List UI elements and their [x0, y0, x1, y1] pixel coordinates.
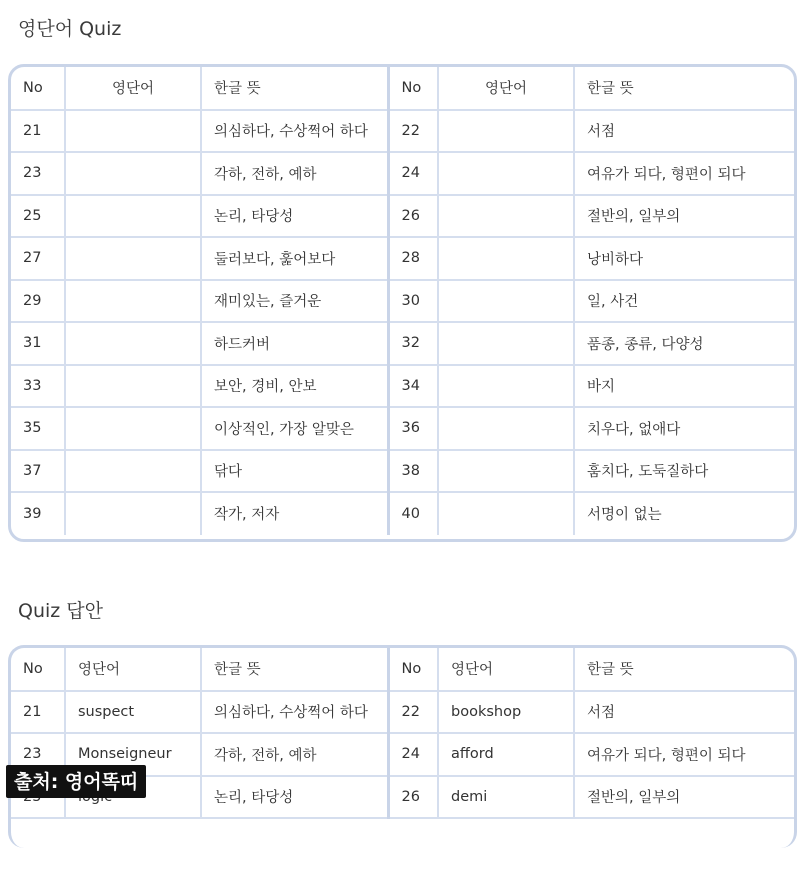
table-row	[11, 237, 794, 280]
row-meaning: 논리, 타당성	[201, 776, 388, 819]
row-word	[438, 237, 574, 280]
row-number: 38	[388, 450, 438, 493]
row-meaning: 재미있는, 즐거운	[201, 280, 388, 323]
row-number: 22	[388, 110, 438, 153]
row-number: 25	[11, 195, 65, 238]
row-word	[438, 492, 574, 535]
row-word	[438, 280, 574, 323]
row-meaning: 서점	[574, 691, 794, 734]
header-no: No	[388, 67, 438, 110]
row-meaning: 각하, 전하, 예하	[201, 733, 388, 776]
row-meaning: 둘러보다, 훑어보다	[201, 237, 388, 280]
row-number: 39	[11, 492, 65, 535]
row-word	[65, 492, 201, 535]
row-word	[65, 152, 201, 195]
row-meaning: 여유가 되다, 형편이 되다	[574, 733, 794, 776]
row-number: 37	[11, 450, 65, 493]
row-word	[65, 280, 201, 323]
row-number: 21	[11, 691, 65, 734]
header-meaning: 한글 뜻	[201, 67, 388, 110]
answer-heading: Quiz 답안	[18, 600, 103, 622]
table-row	[11, 407, 794, 450]
row-number: 24	[388, 152, 438, 195]
row-number: 36	[388, 407, 438, 450]
row-meaning: 의심하다, 수상쩍어 하다	[201, 110, 388, 153]
quiz-header-row	[11, 67, 794, 110]
row-meaning: 작가, 저자	[201, 492, 388, 535]
header-word: 영단어	[65, 67, 201, 110]
header-no: No	[388, 648, 438, 691]
quiz-table	[11, 67, 794, 535]
row-word	[438, 407, 574, 450]
header-meaning: 한글 뜻	[574, 648, 794, 691]
row-word	[65, 322, 201, 365]
row-meaning: 의심하다, 수상쩍어 하다	[201, 691, 388, 734]
row-number: 33	[11, 365, 65, 408]
row-number: 23	[11, 152, 65, 195]
row-word: demi	[438, 776, 574, 819]
row-meaning: 여유가 되다, 형편이 되다	[574, 152, 794, 195]
row-word	[438, 195, 574, 238]
row-word	[65, 407, 201, 450]
answer-header-row	[11, 648, 794, 691]
row-number: 34	[388, 365, 438, 408]
header-no: No	[11, 67, 65, 110]
row-number: 30	[388, 280, 438, 323]
row-word	[438, 450, 574, 493]
row-number: 31	[11, 322, 65, 365]
source-badge: 출처: 영어똑띠	[6, 765, 146, 798]
table-row	[11, 450, 794, 493]
row-meaning: 낭비하다	[574, 237, 794, 280]
header-meaning: 한글 뜻	[201, 648, 388, 691]
header-word: 영단어	[65, 648, 201, 691]
table-row	[11, 492, 794, 535]
row-meaning: 하드커버	[201, 322, 388, 365]
row-word	[438, 322, 574, 365]
table-row	[11, 365, 794, 408]
table-row	[11, 152, 794, 195]
row-word	[438, 365, 574, 408]
header-no: No	[11, 648, 65, 691]
row-number: 21	[11, 110, 65, 153]
row-word: suspect	[65, 691, 201, 734]
header-word: 영단어	[438, 648, 574, 691]
row-meaning: 닦다	[201, 450, 388, 493]
row-meaning: 각하, 전하, 예하	[201, 152, 388, 195]
row-number: 26	[388, 776, 438, 819]
row-number: 23	[11, 733, 65, 776]
quiz-heading: 영단어 Quiz	[18, 18, 122, 40]
row-meaning: 바지	[574, 365, 794, 408]
row-meaning: 서명이 없는	[587, 507, 662, 524]
row-meaning: 서점	[574, 110, 794, 153]
row-word: bookshop	[438, 691, 574, 734]
row-word	[438, 110, 574, 153]
row-number: 27	[11, 237, 65, 280]
row-word	[438, 152, 574, 195]
row-word	[65, 450, 201, 493]
table-row	[11, 195, 794, 238]
table-row	[11, 280, 794, 323]
row-number: 26	[388, 195, 438, 238]
row-meaning: 절반의, 일부의	[574, 776, 794, 819]
row-meaning: 이상적인, 가장 알맞은	[201, 407, 388, 450]
row-word: afford	[438, 733, 574, 776]
header-word: 영단어	[438, 67, 574, 110]
row-word: Monseigneur	[65, 733, 201, 776]
row-meaning: 훔치다, 도둑질하다	[574, 450, 794, 493]
row-word	[65, 110, 201, 153]
header-meaning: 한글 뜻	[574, 67, 794, 110]
row-meaning: 보안, 경비, 안보	[201, 365, 388, 408]
row-word	[65, 195, 201, 238]
table-row	[11, 691, 794, 734]
row-meaning: 논리, 타당성	[201, 195, 388, 238]
row-meaning: 일, 사건	[574, 280, 794, 323]
row-meaning: 치우다, 없애다	[574, 407, 794, 450]
row-number: 35	[11, 407, 65, 450]
row-number: 40	[388, 492, 438, 535]
row-word	[65, 365, 201, 408]
row-number: 32	[388, 322, 438, 365]
table-row	[11, 110, 794, 153]
row-number: 29	[11, 280, 65, 323]
row-meaning: 절반의, 일부의	[574, 195, 794, 238]
row-word	[65, 237, 201, 280]
table-row	[11, 322, 794, 365]
row-number: 28	[388, 237, 438, 280]
quiz-table-container	[8, 64, 797, 542]
row-number: 24	[388, 733, 438, 776]
row-number: 22	[388, 691, 438, 734]
answer-table-container	[8, 645, 797, 848]
row-meaning: 품종, 종류, 다양성	[574, 322, 794, 365]
